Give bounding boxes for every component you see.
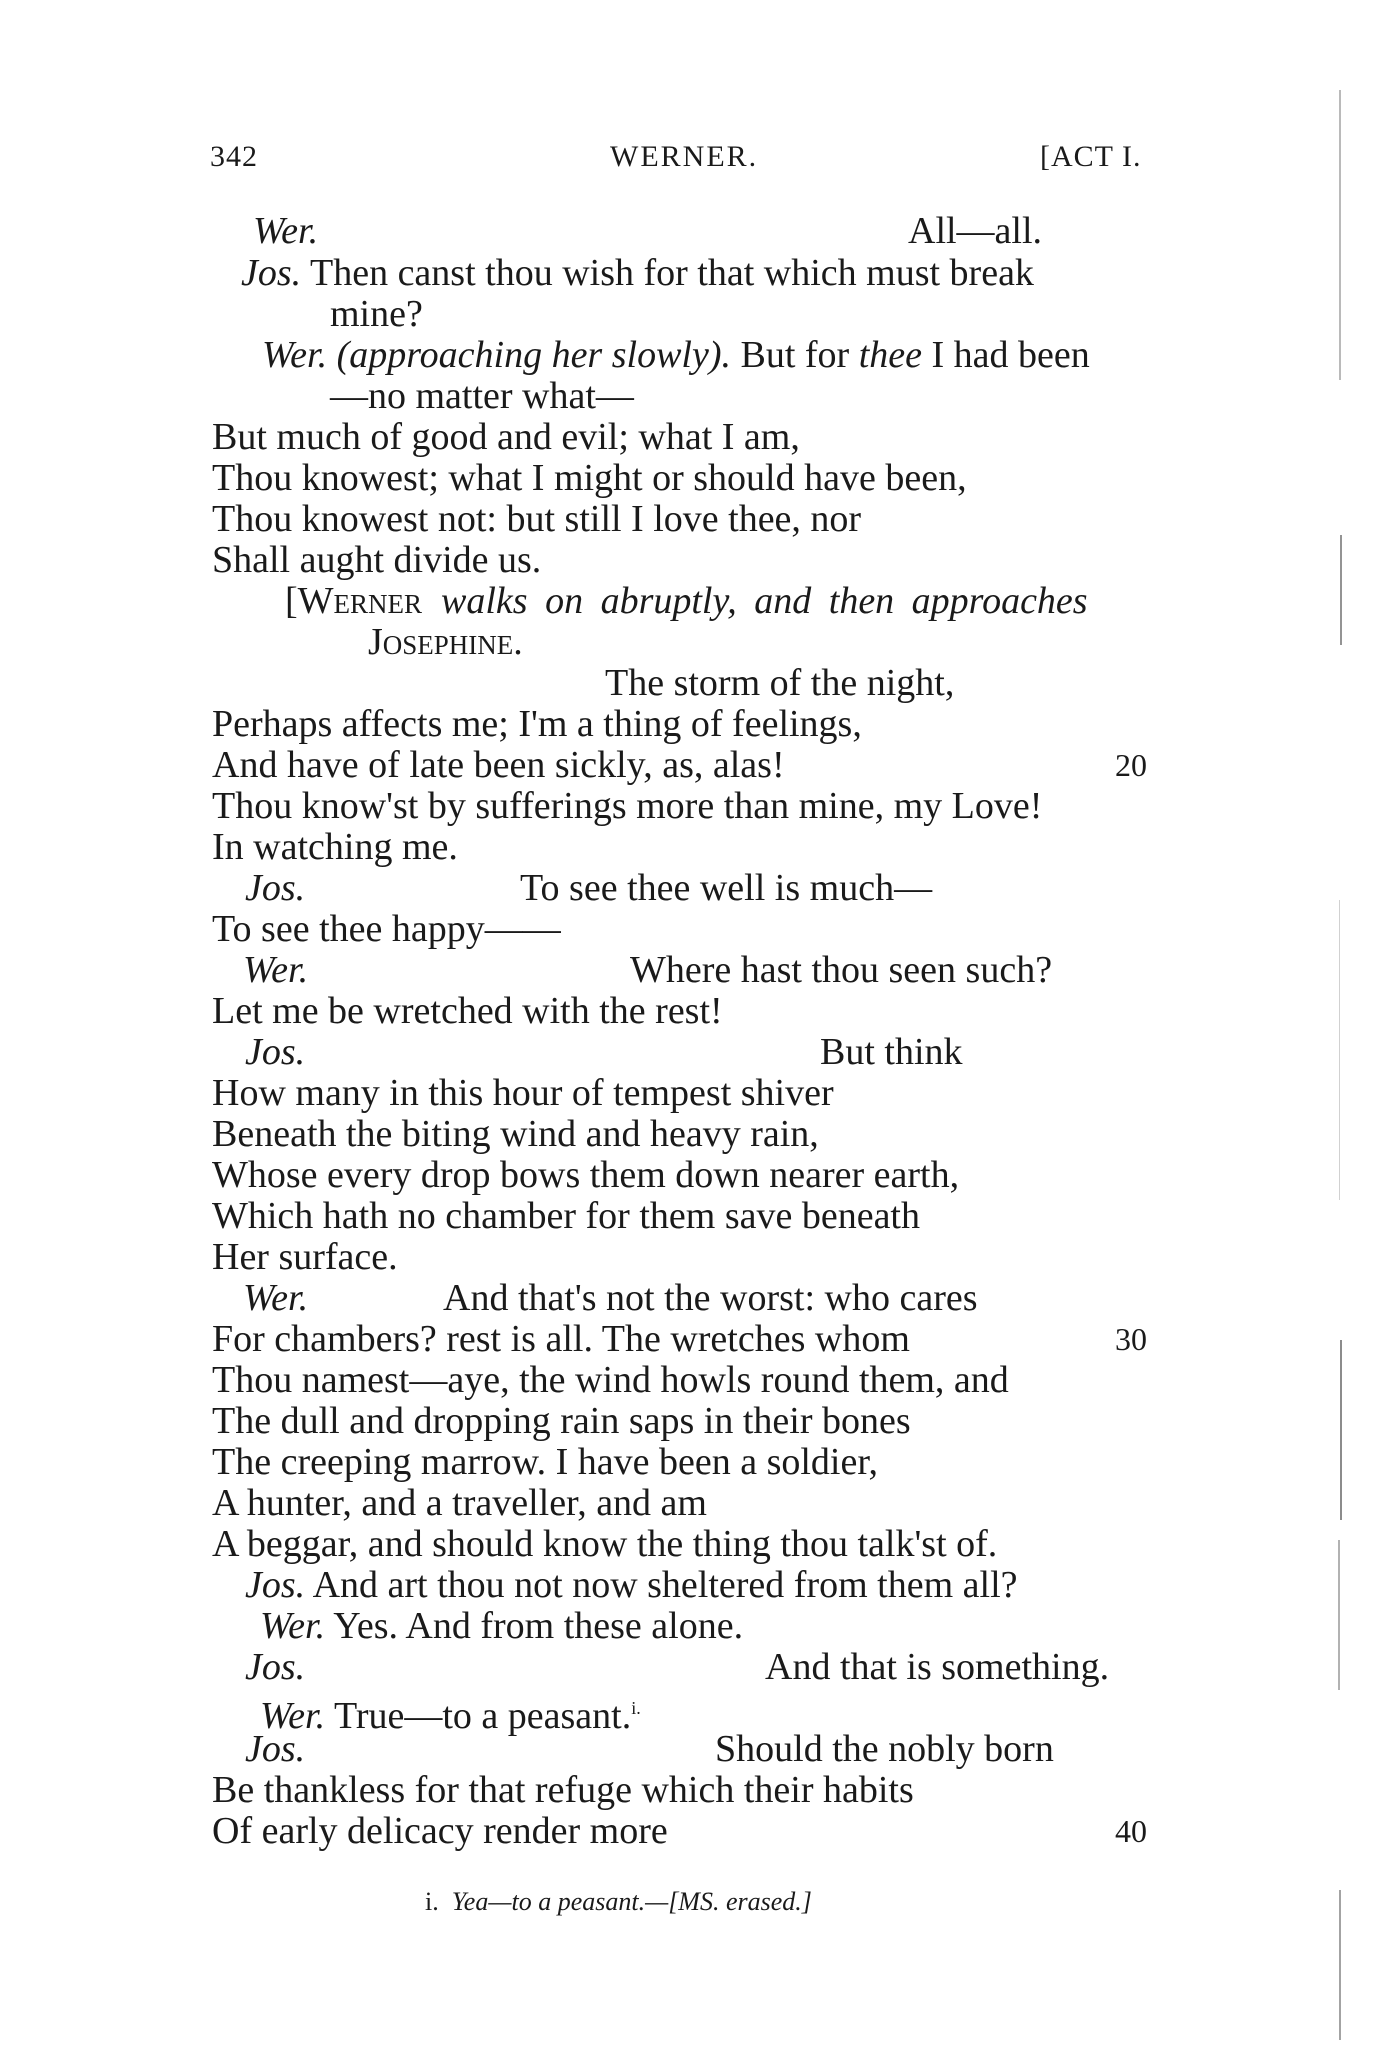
footnote: i. Yea—to a peasant.—[MS. erased.] (425, 1887, 812, 1916)
verse-line: Jos. Then canst thou wish for that which must break (241, 252, 1034, 294)
verse-line: For chambers? rest is all. The wretches whom (212, 1318, 910, 1360)
stage-direction: (approaching her slowly). (336, 334, 731, 376)
verse-line: How many in this hour of tempest shiver (212, 1072, 834, 1114)
page-number: 342 (210, 140, 258, 173)
speaker-label: Wer. (243, 1277, 309, 1319)
speaker-label: Jos. (241, 252, 302, 294)
scan-edge-mark (1338, 1540, 1340, 1690)
speaker-label: Wer. (260, 1605, 326, 1647)
verse-line: Wer. Yes. And from these alone. (260, 1605, 744, 1647)
verse-line: Wer. Where hast thou seen such? (243, 949, 1053, 991)
verse-line: Thou knowest not: but still I love thee, nor (212, 498, 862, 540)
scan-edge-mark (1339, 900, 1340, 1200)
scan-edge-mark (1339, 90, 1341, 380)
verse-line: But much of good and evil; what I am, (212, 416, 800, 458)
verse-line: And have of late been sickly, as, alas! (212, 744, 785, 786)
scan-edge-mark (1340, 535, 1342, 645)
verse-line: A beggar, and should know the thing thou talk'st of. (212, 1523, 998, 1565)
scan-edge-mark (1340, 1340, 1342, 1520)
verse-line: mine? (330, 293, 423, 335)
verse-line: Shall aught divide us. (212, 539, 542, 581)
verse-line: Wer. (approaching her slowly). But for thee I had been (262, 334, 1090, 376)
speaker-label: Jos. (245, 1031, 306, 1073)
verse-line: Wer. All—all. (253, 210, 1043, 252)
verse-line: Her surface. (212, 1236, 398, 1278)
verse-line: Jos. And art thou not now sheltered from them all? (245, 1564, 1018, 1606)
verse-line: To see thee happy—— (212, 908, 561, 950)
scan-edge-mark (1339, 1890, 1341, 2040)
stage-direction (368, 620, 523, 664)
verse-line: Whose every drop bows them down nearer earth, (212, 1154, 960, 1196)
verse-line: Jos. Should the nobly born (245, 1728, 1054, 1770)
line-number: 20 (1115, 747, 1147, 783)
running-title: WERNER. (610, 140, 759, 173)
verse-line: Thou know'st by sufferings more than mine, my Love! (212, 785, 1043, 827)
speaker-label: Jos. (245, 867, 306, 909)
verse-line: Perhaps affects me; I'm a thing of feelings, (212, 703, 862, 745)
line-number: 30 (1115, 1321, 1147, 1357)
speaker-label: Wer. (262, 334, 328, 376)
verse-line: Jos. To see thee well is much— (245, 867, 933, 909)
verse-line: Wer. True—to a peasant.$^{i.}$ (260, 1695, 641, 1737)
verse-line: Let me be wretched with the rest! (212, 990, 723, 1032)
verse-line: Be thankless for that refuge which their habits (212, 1769, 914, 1811)
verse-line: Beneath the biting wind and heavy rain, (212, 1113, 819, 1155)
speaker-label: Wer. (260, 1695, 326, 1737)
line-number: 40 (1115, 1813, 1147, 1849)
verse-line: The creeping marrow. I have been a soldier, (212, 1441, 878, 1483)
speaker-label: Jos. (245, 1646, 306, 1688)
verse-line: —no matter what— (330, 375, 634, 417)
act-label: [ACT I. (1040, 140, 1142, 173)
character-name: Josephine. (368, 621, 523, 663)
verse-line: Jos. But think (245, 1031, 963, 1073)
verse-line: Which hath no chamber for them save beneath (212, 1195, 920, 1237)
verse-line: The storm of the night, (605, 662, 955, 704)
verse-line: Thou knowest; what I might or should have been, (212, 457, 967, 499)
verse-line: The dull and dropping rain saps in their bones (212, 1400, 911, 1442)
speaker-label: Jos. (245, 1564, 306, 1606)
verse-line: Wer. And that's not the worst: who cares (243, 1277, 978, 1319)
speaker-label: Wer. (243, 949, 309, 991)
verse-line: Of early delicacy render more (212, 1810, 668, 1852)
speaker-label: Jos. (245, 1728, 306, 1770)
speaker-label: Wer. (253, 210, 319, 252)
verse-line: A hunter, and a traveller, and am (212, 1482, 707, 1524)
verse-line: In watching me. (212, 826, 458, 868)
stage-direction: [Werner walks on abruptly, and then approaches (285, 580, 1088, 622)
verse-line: Jos. And that is something. (245, 1646, 1110, 1688)
footnote-marker: i. (631, 1698, 641, 1718)
character-name: Werner (297, 580, 423, 622)
verse-line: Thou namest—aye, the wind howls round them, and (212, 1359, 1009, 1401)
